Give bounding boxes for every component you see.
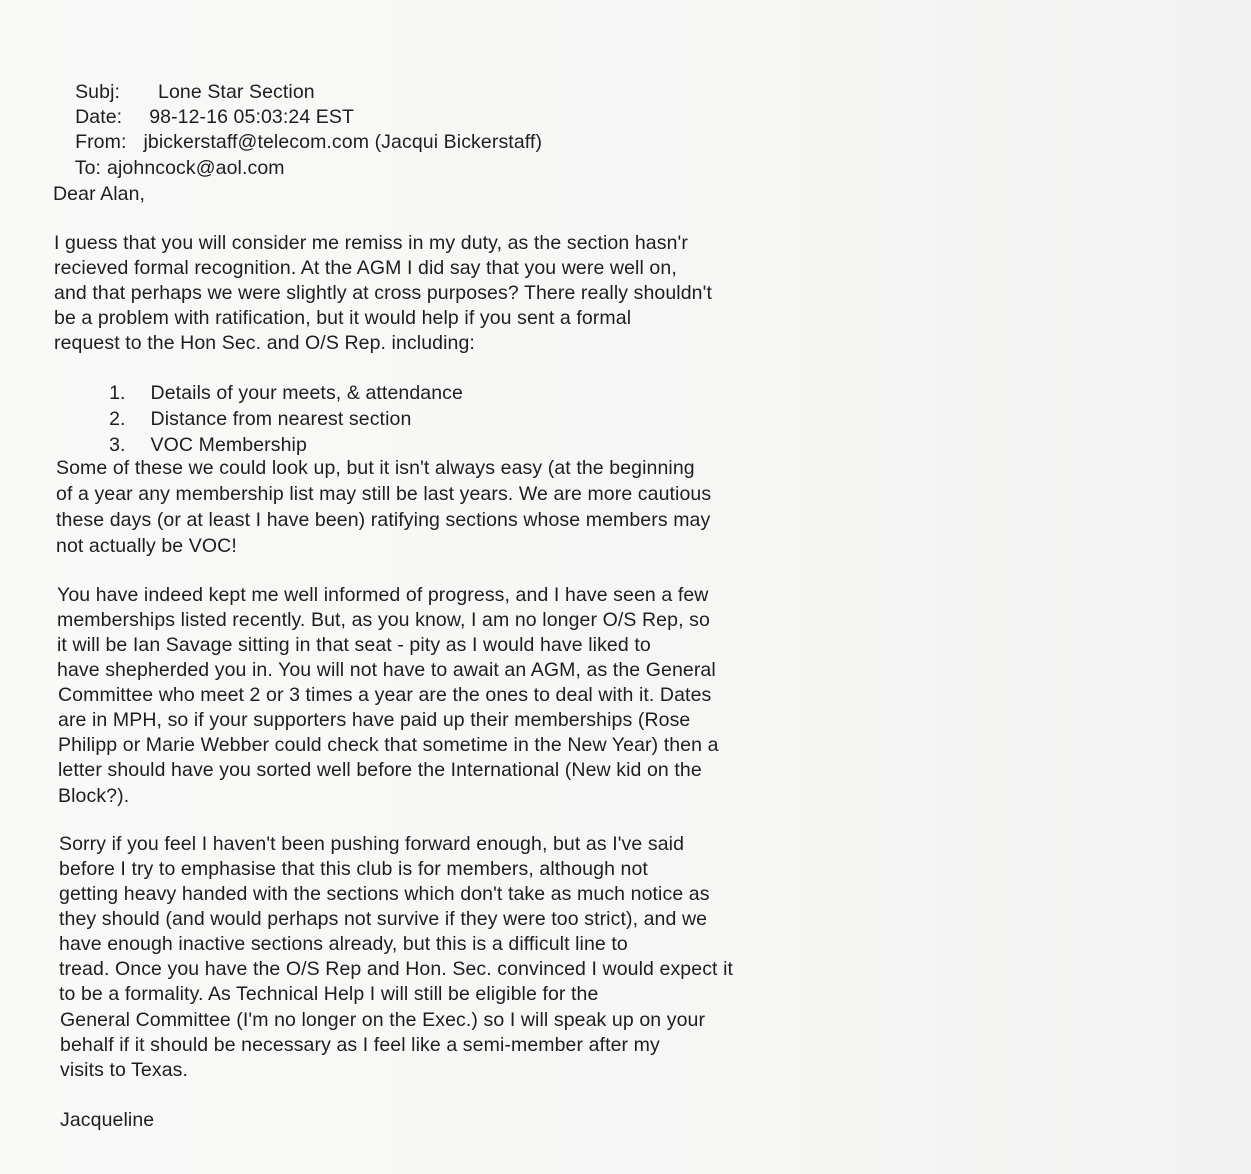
paragraph3-line: Committee who meet 2 or 3 times a year are the ones to deal with it. Dates (58, 684, 712, 706)
paragraph3-line: letter should have you sorted well before the International (New kid on the (58, 759, 702, 781)
paragraph3-line: have shepherded you in. You will not have to await an AGM, as the General (57, 659, 716, 681)
list-number: 3. (109, 434, 126, 456)
paragraph4-line: before I try to emphasise that this club is for members, although not (59, 858, 648, 880)
paragraph4-line: to be a formality. As Technical Help I will still be eligible for the (59, 983, 599, 1005)
paragraph4-line: getting heavy handed with the sections which don't take as much notice as (59, 883, 710, 905)
paragraph2-line: not actually be VOC! (56, 535, 237, 557)
paragraph3-line: are in MPH, so if your supporters have paid up their memberships (Rose (58, 709, 691, 731)
to-value: ajohncock@aol.com (107, 157, 285, 179)
from-label: From: (75, 131, 127, 153)
from-value: jbickerstaff@telecom.com (Jacqui Bickerstaff) (143, 131, 543, 153)
date-value: 98-12-16 05:03:24 EST (149, 106, 355, 128)
paragraph2-line: these days (or at least I have been) ratifying sections whose members may (56, 509, 711, 531)
paragraph4-line: tread. Once you have the O/S Rep and Hon. Sec. convinced I would expect it (59, 958, 734, 980)
paragraph2-line: Some of these we could look up, but it isn't always easy (at the beginning (56, 457, 695, 479)
list-text: Distance from nearest section (150, 408, 412, 430)
paragraph1-line: be a problem with ratification, but it would help if you sent a formal (54, 307, 632, 329)
paragraph4-line: they should (and would perhaps not survive if they were too strict), and we (59, 908, 708, 930)
paragraph4-line: behalf if it should be necessary as I feel like a semi-member after my (60, 1034, 660, 1056)
paragraph4-line: have enough inactive sections already, but this is a difficult line to (59, 933, 628, 955)
list-text: Details of your meets, & attendance (150, 382, 463, 404)
paragraph1-line: I guess that you will consider me remiss in my duty, as the section hasn'r (54, 232, 688, 254)
date-label: Date: (75, 106, 123, 128)
salutation: Dear Alan, (53, 183, 146, 205)
paragraph4-line: Sorry if you feel I haven't been pushing forward enough, but as I've said (59, 833, 685, 855)
to-label: To: (74, 157, 102, 179)
list-text: VOC Membership (150, 434, 307, 456)
paragraph4-line: General Committee (I'm no longer on the Exec.) so I will speak up on your (60, 1009, 706, 1031)
paragraph3-line: Philipp or Marie Webber could check that sometime in the New Year) then a (58, 734, 719, 756)
list-number: 2. (109, 408, 126, 430)
paragraph1-line: and that perhaps we were slightly at cross purposes? There really shouldn't (54, 282, 712, 304)
subject-label: Subj: (75, 81, 121, 103)
paragraph2-line: of a year any membership list may still be last years. We are more cautious (56, 483, 712, 505)
paragraph3-line: Block?). (58, 785, 130, 807)
list-number: 1. (109, 382, 126, 404)
paragraph1-line: recieved formal recognition. At the AGM I did say that you were well on, (54, 257, 677, 279)
subject-value: Lone Star Section (158, 81, 315, 103)
paragraph1-line: request to the Hon Sec. and O/S Rep. including: (54, 332, 475, 354)
paragraph3-line: memberships listed recently. But, as you know, I am no longer O/S Rep, so (57, 609, 710, 631)
paragraph4-line: visits to Texas. (60, 1059, 189, 1081)
paragraph3-line: it will be Ian Savage sitting in that seat - pity as I would have liked to (57, 634, 651, 656)
signature: Jacqueline (60, 1109, 155, 1131)
paragraph3-line: You have indeed kept me well informed of progress, and I have seen a few (57, 584, 709, 606)
